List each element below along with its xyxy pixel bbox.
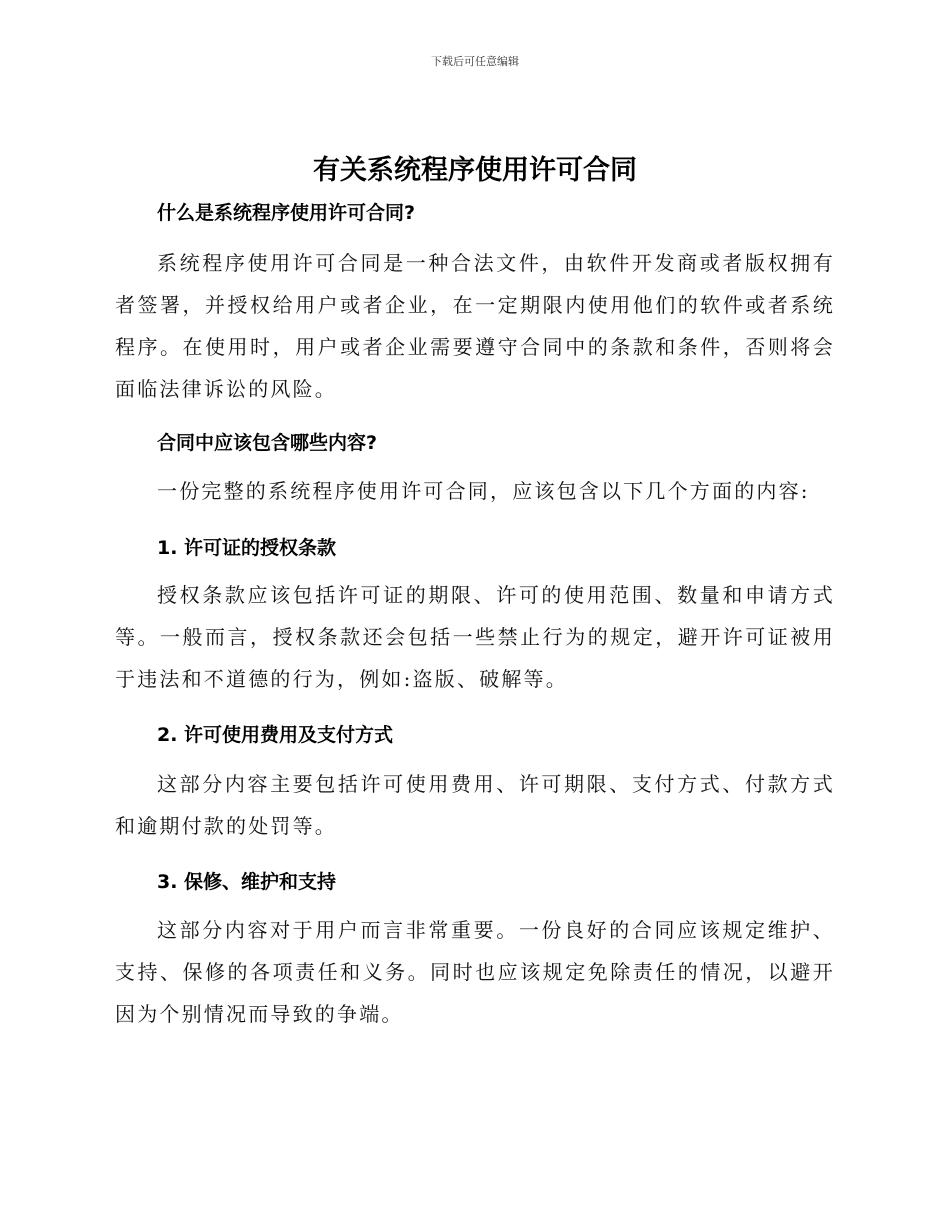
section-heading-what-is: 什么是系统程序使用许可合同? [157,202,416,224]
section-heading-contents: 合同中应该包含哪些内容? [157,432,378,454]
header-note: 下载后可任意编辑 [431,55,519,68]
section-paragraph-license-terms: 授权条款应该包括许可证的期限、许可的使用范围、数量和申请方式等。一般而言，授权条款还会包括一些禁止行为的规定，避开许可证被用于违法和不道德的行为，例如:盗版、破解等。 [115,583,835,691]
section-paragraph-contents: 一份完整的系统程序使用许可合同，应该包含以下几个方面的内容: [157,479,810,503]
section-heading-license-terms: 1. 许可证的授权条款 [157,537,337,559]
section-paragraph-fees: 这部分内容主要包括许可使用费用、许可期限、支付方式、付款方式和逾期付款的处罚等。 [115,772,835,838]
document-title: 有关系统程序使用许可合同 [313,155,637,186]
section-paragraph-what-is: 系统程序使用许可合同是一种合法文件，由软件开发商或者版权拥有者签署，并授权给用户或者企业，在一定期限内使用他们的软件或者系统程序。在使用时，用户或者企业需要遵守合同中的条款和条件，否则将会面临法律诉讼的风险。 [115,251,835,401]
section-heading-support: 3. 保修、维护和支持 [157,871,337,893]
section-paragraph-support: 这部分内容对于用户而言非常重要。一份良好的合同应该规定维护、支持、保修的各项责任和义务。同时也应该规定免除责任的情况，以避开因为个别情况而导致的争端。 [115,918,835,1026]
section-heading-fees: 2. 许可使用费用及支付方式 [157,724,394,746]
